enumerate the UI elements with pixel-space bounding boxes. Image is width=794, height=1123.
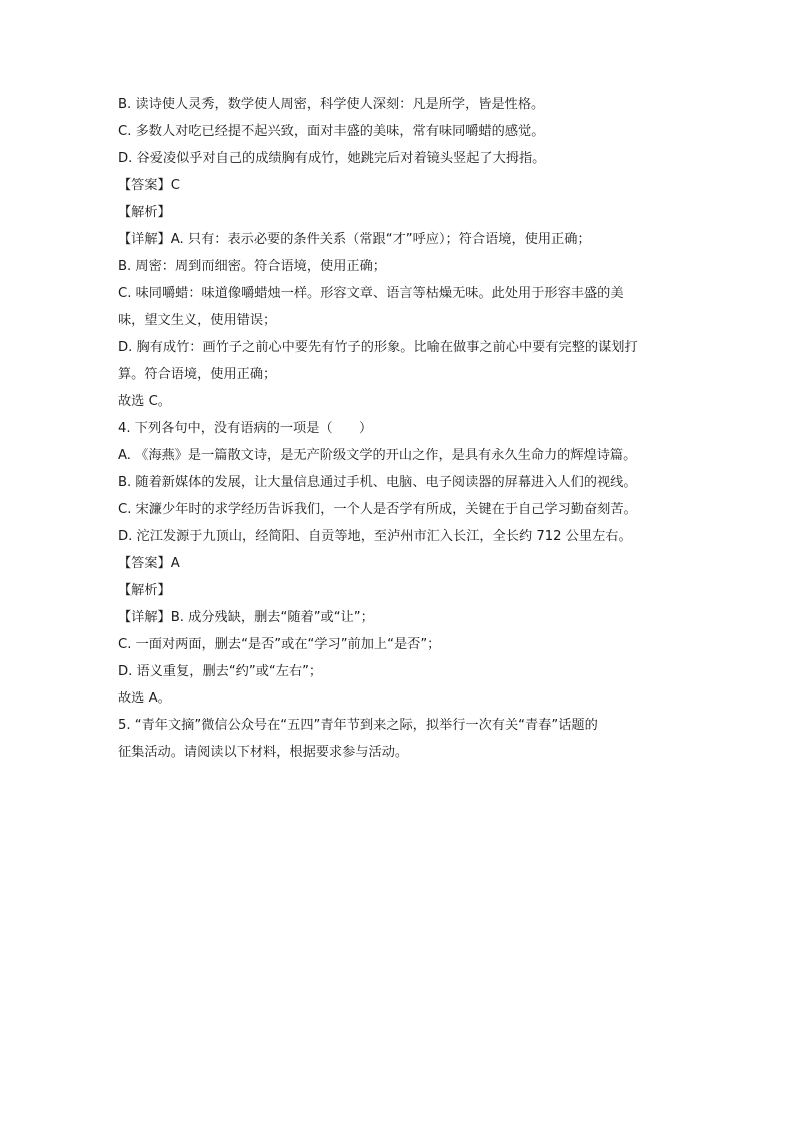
answer-label: 【答案】C — [118, 178, 180, 193]
option-b-sentence: B. 随着新媒体的发展，让大量信息通过手机、电脑、电子阅读器的屏幕进入人们的视线。 — [118, 475, 637, 490]
analysis-label: 【解析】 — [118, 205, 171, 220]
option-c-sentence: C. 宋濂少年时的求学经历告诉我们，一个人是否学有所成，关键在于自己学习勤奋刻苦。 — [118, 502, 637, 517]
detail-line: 算。符合语境，使用正确； — [118, 367, 277, 382]
detail-line: C. 味同嚼蜡：味道像嚼蜡烛一样。形容文章、语言等枯燥无味。此处用于形容丰盛的美 — [118, 286, 624, 301]
option-d-sentence: D. 谷爱凌似乎对自己的成绩胸有成竹，她跳完后对着镜头竖起了大拇指。 — [118, 151, 546, 166]
option-b-sentence: B. 读诗使人灵秀，数学使人周密，科学使人深刻：凡是所学，皆是性格。 — [118, 97, 545, 112]
detail-line: 味，望文生义，使用错误； — [118, 313, 277, 328]
detail-line: D. 语义重复，删去“约”或“左右”； — [118, 664, 323, 679]
option-d-sentence: D. 沱江发源于九顶山，经简阳、自贡等地，至泸州市汇入长江，全长约 712 公里左右。 — [118, 529, 632, 544]
detail-line: C. 一面对两面，删去“是否”或在“学习”前加上“是否”； — [118, 637, 441, 652]
question-4-title: 4. 下列各句中，没有语病的一项是（ ） — [118, 421, 373, 436]
detail-line: 【详解】B. 成分残缺，删去“随着”或“让”； — [118, 610, 374, 625]
question-5-title-cont: 征集活动。请阅读以下材料，根据要求参与活动。 — [118, 745, 409, 760]
option-c-sentence: C. 多数人对吃已经提不起兴致，面对丰盛的美味，常有味同嚼蜡的感觉。 — [118, 124, 545, 139]
choice-conclusion: 故选 C。 — [118, 394, 171, 409]
detail-line: D. 胸有成竹：画竹子之前心中要先有竹子的形象。比喻在做事之前心中要有完整的谋划打 — [118, 340, 638, 355]
answer-label: 【答案】A — [118, 556, 180, 571]
option-a-sentence: A. 《海燕》是一篇散文诗，是无产阶级文学的开山之作，是具有永久生命力的辉煌诗篇。 — [118, 448, 637, 463]
choice-conclusion: 故选 A。 — [118, 691, 171, 706]
detail-line: 【详解】A. 只有：表示必要的条件关系（常跟“才”呼应）；符合语境，使用正确； — [118, 232, 591, 247]
analysis-label: 【解析】 — [118, 583, 171, 598]
question-5-title: 5. “青年文摘”微信公众号在“五四”青年节到来之际，拟举行一次有关“青春”话题的 — [118, 718, 598, 733]
detail-line: B. 周密：周到而细密。符合语境，使用正确； — [118, 259, 386, 274]
